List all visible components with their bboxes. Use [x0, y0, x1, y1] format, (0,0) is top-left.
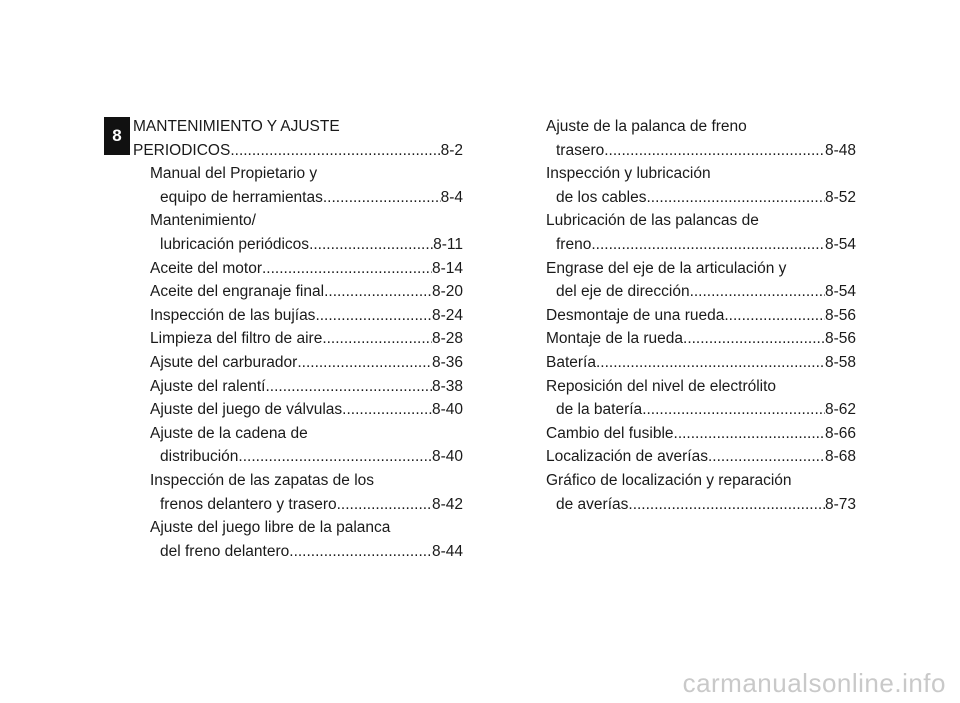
entry-title: Manual del Propietario y [150, 165, 318, 183]
leader-dots [322, 327, 432, 351]
entry-title: Lubricación de las palancas de [546, 212, 759, 230]
page-number: 8-56 [824, 330, 856, 348]
entry-row [546, 327, 856, 351]
entry-row [150, 493, 463, 517]
page-number: 8-4 [440, 188, 463, 206]
entry-title: Inspección de las zapatas de los [150, 471, 375, 489]
leader-dots [690, 280, 825, 304]
page-number: 8-62 [824, 401, 856, 419]
toc-list-left [133, 162, 463, 563]
page-number: 8-36 [431, 353, 463, 371]
page-number: 8-44 [431, 542, 463, 560]
entry-row [546, 139, 856, 163]
toc-entry[interactable] [150, 351, 463, 375]
leader-dots [642, 398, 825, 422]
entry-title: Ajsute del carburador [150, 353, 298, 371]
toc-entry[interactable] [150, 209, 463, 256]
page-number: 8-56 [824, 306, 856, 324]
leader-dots [591, 233, 825, 257]
toc-list-right [546, 115, 856, 516]
leader-dots [323, 186, 441, 210]
toc-entry[interactable] [546, 445, 856, 469]
entry-title: Ajuste del juego libre de la palanca [150, 519, 391, 537]
page-number: 8-48 [824, 141, 856, 159]
entry-title: Aceite del motor [150, 259, 262, 277]
watermark: carmanualsonline.info [682, 668, 946, 698]
leader-dots [674, 422, 825, 446]
page-number: 8-68 [824, 448, 856, 466]
entry-title-cont: equipo de herramientas [160, 188, 323, 206]
toc-entry[interactable] [546, 422, 856, 446]
leader-dots [262, 257, 432, 281]
page-number: 8-54 [824, 235, 856, 253]
entry-title-cont: de averías [556, 495, 629, 513]
entry-title-cont: distribución [160, 448, 239, 466]
toc-entry[interactable] [150, 280, 463, 304]
toc-entry[interactable] [150, 162, 463, 209]
toc-entry[interactable] [150, 422, 463, 469]
toc-entry[interactable] [546, 327, 856, 351]
toc-entry[interactable] [150, 304, 463, 328]
entry-title: Inspección y lubricación [546, 165, 711, 183]
page-number: 8-52 [824, 188, 856, 206]
leader-dots [628, 493, 825, 517]
leader-dots [604, 139, 825, 163]
entry-title: Ajuste del juego de válvulas [150, 401, 343, 419]
toc-entry[interactable] [150, 516, 463, 563]
page-number: 8-24 [431, 306, 463, 324]
page-number: 8-73 [824, 495, 856, 513]
leader-dots [337, 493, 432, 517]
toc-entry[interactable] [546, 469, 856, 516]
toc-entry[interactable] [546, 375, 856, 422]
leader-dots [315, 304, 432, 328]
toc-entry[interactable] [150, 375, 463, 399]
entry-title: Engrase del eje de la articulación y [546, 259, 787, 277]
toc-entry[interactable] [150, 469, 463, 516]
entry-row [150, 304, 463, 328]
entry-title-cont: del eje de dirección [556, 283, 690, 301]
page-number: 8-38 [431, 377, 463, 395]
entry-row [546, 422, 856, 446]
leader-dots [230, 139, 440, 163]
leader-dots [683, 327, 825, 351]
page-number: 8-40 [431, 448, 463, 466]
toc-entry[interactable] [546, 115, 856, 162]
entry-title-cont: de la batería [556, 401, 643, 419]
page-number: 8-20 [431, 283, 463, 301]
entry-title: Reposición del nivel de electrólito [546, 377, 777, 395]
toc-entry[interactable] [546, 304, 856, 328]
toc-entry[interactable] [150, 257, 463, 281]
entry-title: Ajuste de la palanca de freno [546, 118, 747, 135]
entry-title: Desmontaje de una rueda [546, 306, 725, 324]
toc-entry[interactable] [150, 327, 463, 351]
entry-title-cont: frenos delantero y trasero [160, 495, 337, 513]
entry-title: Batería [546, 353, 596, 371]
entry-title: Ajuste de la cadena de [150, 424, 308, 442]
entry-row [546, 351, 856, 375]
leader-dots [309, 233, 433, 257]
entry-row [150, 445, 463, 469]
leader-dots [708, 445, 825, 469]
entry-row [546, 304, 856, 328]
page-number: 8-66 [824, 424, 856, 442]
entry-row [150, 351, 463, 375]
entry-row [150, 398, 463, 422]
chapter-tab: 8 [104, 117, 130, 155]
leader-dots [646, 186, 824, 210]
entry-title: Aceite del engranaje final [150, 283, 325, 301]
page-number: 8-2 [440, 141, 463, 159]
entry-row [150, 257, 463, 281]
entry-row [150, 186, 463, 210]
entry-title: Ajuste del ralentí [150, 377, 266, 395]
entry-row [546, 233, 856, 257]
entry-title-cont: lubricación periódicos [160, 235, 310, 253]
entry-row [150, 540, 463, 564]
leader-dots [297, 351, 432, 375]
toc-right-column [546, 115, 856, 516]
leader-dots [342, 398, 432, 422]
entry-title: Limpieza del filtro de aire [150, 330, 323, 348]
leader-dots [596, 351, 825, 375]
entry-row [546, 398, 856, 422]
entry-title-cont: freno [556, 235, 592, 253]
leader-dots [324, 280, 432, 304]
entry-title: Inspección de las bujías [150, 306, 316, 324]
entry-row [150, 375, 463, 399]
entry-title: Gráfico de localización y reparación [546, 471, 792, 489]
leader-dots [265, 375, 432, 399]
leader-dots [289, 540, 432, 564]
entry-title-cont: trasero [556, 141, 605, 159]
entry-row [546, 445, 856, 469]
toc-entry[interactable] [546, 351, 856, 375]
entry-title: Mantenimiento/ [150, 212, 256, 230]
entry-row [546, 280, 856, 304]
entry-row [150, 233, 463, 257]
toc-entry[interactable] [150, 398, 463, 422]
section-title-row[interactable] [133, 139, 463, 163]
entry-title-cont: de los cables [556, 188, 647, 206]
toc-entry[interactable] [546, 257, 856, 304]
section-title-cont: PERIODICOS [133, 141, 231, 159]
toc-entry[interactable] [546, 162, 856, 209]
entry-title-cont: del freno delantero [160, 542, 290, 560]
entry-title: Montaje de la rueda [546, 330, 684, 348]
section-title: MANTENIMIENTO Y AJUSTE [133, 118, 340, 135]
page-number: 8-14 [431, 259, 463, 277]
page-number: 8-40 [431, 401, 463, 419]
entry-row [150, 327, 463, 351]
page-number: 8-58 [824, 353, 856, 371]
entry-row [150, 280, 463, 304]
leader-dots [238, 445, 432, 469]
toc-entry[interactable] [546, 209, 856, 256]
toc-left-column [133, 115, 463, 563]
entry-row [546, 493, 856, 517]
page-number: 8-42 [431, 495, 463, 513]
leader-dots [724, 304, 825, 328]
entry-title: Localización de averías [546, 448, 708, 466]
page-number: 8-11 [433, 235, 463, 253]
entry-title: Cambio del fusible [546, 424, 674, 442]
entry-row [546, 186, 856, 210]
page-number: 8-54 [824, 283, 856, 301]
page-number: 8-28 [431, 330, 463, 348]
